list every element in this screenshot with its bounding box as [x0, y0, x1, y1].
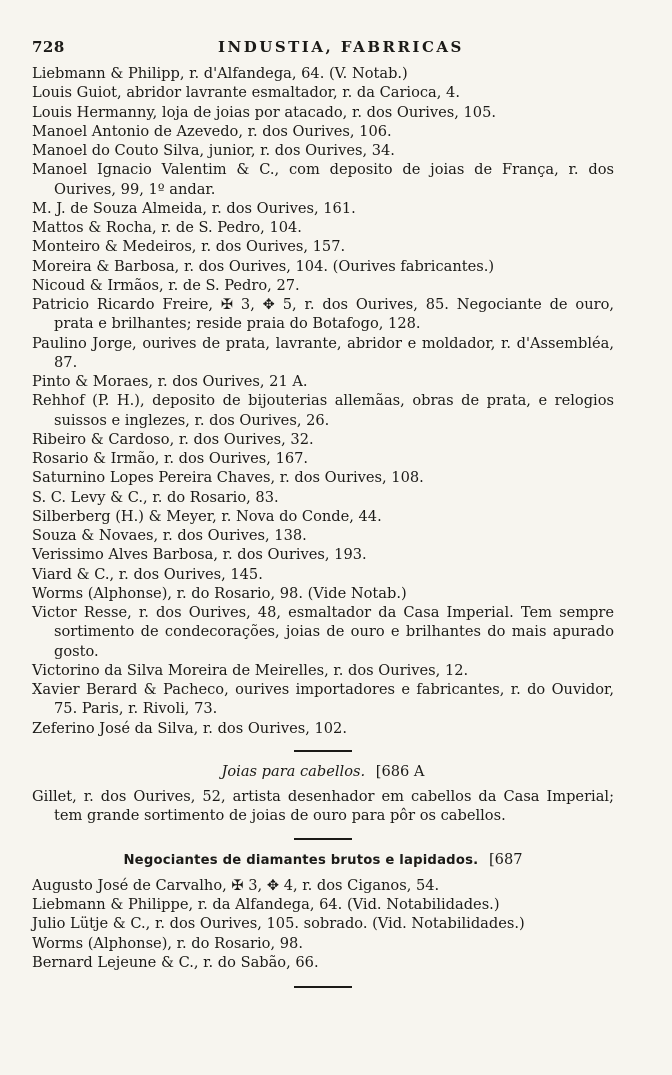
- directory-entry: Pinto & Moraes, r. dos Ourives, 21 A.: [32, 373, 308, 390]
- directory-entry: Manoel Ignacio Valentim & C., com deposito de joias de França, r. dos Ourives, 99, 1º andar.: [32, 161, 614, 198]
- goldsmith-entries: [32, 64, 614, 738]
- directory-entry: Gillet, r. dos Ourives, 52, artista desenhador em cabellos da Casa Imperial; tem grande sortimento de joias de ouro para pôr os cabellos.: [32, 788, 614, 825]
- directory-entry: Silberberg (H.) & Meyer, r. Nova do Conde, 44.: [32, 507, 382, 525]
- directory-entry: Patricio Ricardo Freire, ✠ 3, ✥ 5, r. dos Ourives, 85. Negociante de ouro, prata e brilhantes; reside praia do Botafogo, 128.: [32, 296, 614, 333]
- directory-entry: Mattos & Rocha, r. de S. Pedro, 104.: [32, 219, 302, 236]
- directory-entry: M. J. de Souza Almeida, r. dos Ourives, 161.: [32, 199, 356, 217]
- closing-rule: [294, 986, 352, 988]
- section-divider: [294, 750, 352, 752]
- directory-listing: [32, 64, 614, 988]
- directory-entry: Paulino Jorge, ourives de prata, lavrante, abridor e moldador, r. d'Assembléa, 87.: [32, 334, 614, 371]
- directory-entry: Victorino da Silva Moreira de Meirelles, r. dos Ourives, 12.: [32, 661, 469, 679]
- section-heading-hair-jewels: [32, 762, 614, 781]
- directory-entry: Xavier Berard & Pacheco, ourives importadores e fabricantes, r. do Ouvidor, 75. Paris, r. Rivoli, 73.: [32, 681, 614, 718]
- section-title: Joias para cabellos.: [221, 762, 366, 780]
- page-number: 728: [32, 38, 65, 56]
- directory-entry: Rosario & Irmão, r. dos Ourives, 167.: [32, 450, 309, 467]
- page-header: [30, 38, 640, 60]
- section-number: [687: [488, 850, 523, 868]
- directory-entry: Rehhof (P. H.), deposito de bijouterias allemãas, obras de prata, e relogios suissos e inglezes, r. dos Ourives, 26.: [32, 392, 614, 429]
- directory-entry: Bernard Lejeune & C., r. do Sabão, 66.: [32, 953, 319, 971]
- diamond-dealer-entries: [32, 876, 614, 972]
- directory-entry: Souza & Novaes, r. dos Ourives, 138.: [32, 527, 307, 544]
- section-number: [686 A: [375, 762, 425, 780]
- directory-entry: Saturnino Lopes Pereira Chaves, r. dos Ourives, 108.: [32, 469, 424, 487]
- directory-entry: Worms (Alphonse), r. do Rosario, 98.: [32, 934, 303, 952]
- directory-entry: Manoel Antonio de Azevedo, r. dos Ourives, 106.: [32, 122, 392, 140]
- directory-entry: Viard & C., r. dos Ourives, 145.: [32, 565, 263, 583]
- section-divider: [294, 838, 352, 840]
- directory-entry: Victor Resse, r. dos Ourives, 48, esmaltador da Casa Imperial. Tem sempre sortimento de condecorações, joias de ouro e brilhantes do mais apurado gosto.: [32, 604, 614, 660]
- section-heading-diamond-dealers: [32, 850, 614, 870]
- directory-entry: Verissimo Alves Barbosa, r. dos Ourives, 193.: [32, 546, 367, 564]
- directory-entry: Moreira & Barbosa, r. dos Ourives, 104. (Ourives fabricantes.): [32, 257, 495, 275]
- hair-jewel-entries: [32, 787, 614, 826]
- directory-entry: Manoel do Couto Silva, junior, r. dos Ourives, 34.: [32, 142, 395, 159]
- directory-entry: Nicoud & Irmãos, r. de S. Pedro, 27.: [32, 276, 300, 294]
- running-title: INDUSTIA, FABRRICAS: [218, 38, 464, 56]
- section-title: Negociantes de diamantes brutos e lapidados.: [123, 852, 479, 868]
- directory-entry: Ribeiro & Cardoso, r. dos Ourives, 32.: [32, 430, 314, 448]
- directory-entry: Liebmann & Philipp, r. d'Alfandega, 64. (V. Notab.): [32, 65, 408, 82]
- directory-entry: Augusto José de Carvalho, ✠ 3, ✥ 4, r. dos Ciganos, 54.: [32, 876, 440, 894]
- directory-entry: S. C. Levy & C., r. do Rosario, 83.: [32, 488, 279, 506]
- directory-entry: Worms (Alphonse), r. do Rosario, 98. (Vide Notab.): [32, 584, 407, 602]
- directory-entry: Louis Hermanny, loja de joias por atacado, r. dos Ourives, 105.: [32, 103, 497, 121]
- directory-entry: Liebmann & Philippe, r. da Alfandega, 64. (Vid. Notabilidades.): [32, 896, 500, 913]
- directory-entry: Zeferino José da Silva, r. dos Ourives, 102.: [32, 719, 347, 737]
- directory-entry: Julio Lütje & C., r. dos Ourives, 105. sobrado. (Vid. Notabilidades.): [32, 915, 525, 933]
- directory-entry: Monteiro & Medeiros, r. dos Ourives, 157.: [32, 238, 346, 256]
- directory-entry: Louis Guiot, abridor lavrante esmaltador, r. da Carioca, 4.: [32, 84, 460, 102]
